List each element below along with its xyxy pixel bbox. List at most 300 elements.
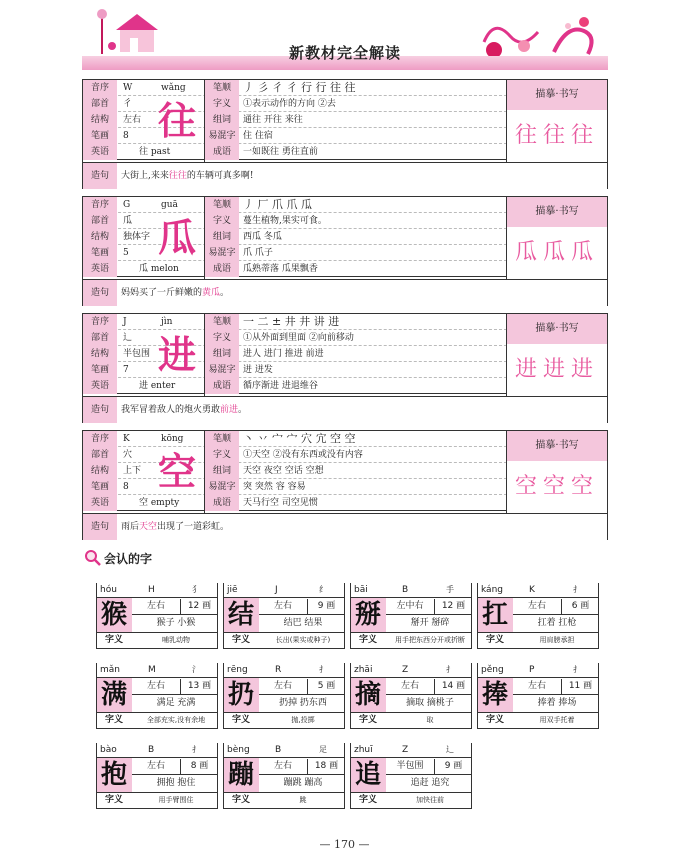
meaning: 跳 bbox=[299, 796, 307, 804]
confusable-value: 迸 迸发 bbox=[243, 365, 273, 375]
rule bbox=[598, 663, 599, 729]
meaning-label: 字义 bbox=[485, 635, 504, 645]
structure: 左右 bbox=[273, 601, 292, 611]
sentence-highlight: 往往 bbox=[168, 171, 187, 181]
practice-characters: 进进进 bbox=[514, 357, 599, 382]
pinyin: pěng bbox=[481, 665, 504, 675]
rule bbox=[598, 583, 599, 649]
section-title: 会认的字 bbox=[104, 552, 153, 566]
main-character: 进 bbox=[157, 333, 196, 377]
field-label: 英语 bbox=[83, 261, 117, 277]
stroke-count: 9 画 bbox=[434, 759, 472, 774]
sentence-part: 出现了一道彩虹。 bbox=[157, 522, 230, 532]
pinyin: zhāi bbox=[354, 665, 373, 675]
order-letter: R bbox=[275, 665, 282, 675]
card-row bbox=[83, 314, 507, 330]
order-letter: B bbox=[402, 585, 409, 595]
field-label: 结构 bbox=[83, 346, 117, 362]
radical: 扌 bbox=[573, 665, 581, 674]
example-words: 追赶 追究 bbox=[410, 778, 450, 788]
card-row bbox=[83, 213, 507, 229]
field-label: 音序 bbox=[83, 431, 117, 447]
field-label: 结构 bbox=[83, 112, 117, 128]
stroke-count: 12 画 bbox=[180, 599, 218, 614]
meaning-label: 字义 bbox=[485, 715, 504, 725]
pinyin: zhuī bbox=[354, 745, 373, 755]
rule bbox=[259, 694, 345, 695]
meaning: 用肩膀承担 bbox=[539, 636, 575, 644]
card-row bbox=[83, 378, 507, 394]
divider bbox=[204, 80, 205, 162]
sentence-text bbox=[121, 280, 229, 306]
card-row bbox=[83, 229, 507, 245]
structure: 半包围 bbox=[396, 761, 424, 771]
word-card bbox=[82, 430, 608, 540]
card-row bbox=[83, 144, 507, 160]
rule bbox=[471, 663, 472, 729]
meaning: 用手臂围住 bbox=[158, 796, 194, 804]
example-words: 扛着 扛枪 bbox=[537, 618, 577, 628]
rule bbox=[471, 583, 472, 649]
radical: 手 bbox=[446, 585, 454, 594]
english-value: 瓜 melon bbox=[139, 264, 179, 274]
meaning-label: 字义 bbox=[231, 795, 250, 805]
recognize-char-table bbox=[223, 663, 345, 729]
field-label: 笔画 bbox=[83, 128, 117, 144]
stroke-count: 13 画 bbox=[180, 679, 218, 694]
meaning-label: 字义 bbox=[358, 795, 377, 805]
meaning-value: 蔓生植物,果实可食。 bbox=[243, 216, 327, 226]
meaning-value: ①从外面到里面 ②向前移动 bbox=[243, 333, 354, 343]
meaning-label: 字义 bbox=[104, 715, 123, 725]
rule bbox=[223, 663, 224, 729]
field-label: 成语 bbox=[205, 261, 239, 277]
structure: 左右 bbox=[273, 681, 292, 691]
sentence-highlight: 天空 bbox=[139, 522, 158, 532]
confusable-value: 突 突然 容 容易 bbox=[243, 482, 306, 492]
rule bbox=[223, 583, 224, 649]
rule bbox=[513, 614, 599, 615]
example-words: 结巴 结果 bbox=[283, 618, 323, 628]
idiom-value: 一如既往 勇往直前 bbox=[243, 147, 318, 157]
order-letter: B bbox=[275, 745, 282, 755]
divider bbox=[204, 197, 205, 279]
order-letter: P bbox=[529, 665, 535, 675]
order-letter: M bbox=[148, 665, 156, 675]
english-value: 空 empty bbox=[139, 498, 180, 508]
field-label: 字义 bbox=[205, 96, 239, 112]
stroke-order-value: 一 二 ± 井 井 讲 进 bbox=[243, 315, 340, 328]
rule bbox=[96, 808, 218, 809]
meaning-label: 字义 bbox=[358, 635, 377, 645]
group-value: 通往 开往 来往 bbox=[243, 115, 303, 125]
rule bbox=[96, 743, 97, 809]
example-words: 扔掉 扔东西 bbox=[279, 698, 327, 708]
structure: 左右 bbox=[146, 601, 165, 611]
pinyin-value: kōng bbox=[161, 434, 184, 444]
sentence-label: 造句 bbox=[83, 514, 117, 540]
stroke-order-value: 丶 丷 宀 宀 穴 宂 空 空 bbox=[243, 432, 356, 445]
field-label: 笔画 bbox=[83, 362, 117, 378]
sentence-row bbox=[83, 513, 607, 540]
rule bbox=[223, 648, 345, 649]
sentence-text bbox=[121, 514, 229, 540]
field-value: 半包围 bbox=[123, 349, 151, 359]
rule bbox=[477, 663, 478, 729]
field-label: 笔顺 bbox=[205, 431, 239, 447]
rule bbox=[223, 743, 224, 809]
word-card bbox=[82, 79, 608, 189]
sentence-part: 。 bbox=[220, 288, 230, 298]
field-label: 组词 bbox=[205, 463, 239, 479]
rule bbox=[471, 743, 472, 809]
recognize-char-table bbox=[223, 743, 345, 809]
meaning-value: ①表示动作的方向 ②去 bbox=[243, 99, 336, 109]
field-label: 笔画 bbox=[83, 245, 117, 261]
character: 扛 bbox=[477, 598, 513, 632]
field-label: 笔顺 bbox=[205, 80, 239, 96]
practice-header: 描摹·书写 bbox=[507, 431, 607, 461]
radical: 辶 bbox=[446, 745, 454, 754]
rule bbox=[96, 663, 97, 729]
character: 掰 bbox=[350, 598, 386, 632]
sentence-part: 大街上,来来 bbox=[121, 171, 169, 181]
field-value: J bbox=[123, 317, 127, 327]
recognize-char-table bbox=[350, 663, 472, 729]
rule bbox=[217, 583, 218, 649]
radical: 氵 bbox=[192, 665, 200, 674]
rule bbox=[223, 808, 345, 809]
meaning-label: 字义 bbox=[231, 715, 250, 725]
rule bbox=[386, 694, 472, 695]
field-value: G bbox=[123, 200, 131, 210]
field-label: 字义 bbox=[205, 330, 239, 346]
pinyin: bāi bbox=[354, 585, 368, 595]
meaning: 用双手托着 bbox=[539, 716, 575, 724]
radical: 扌 bbox=[192, 745, 200, 754]
field-label: 英语 bbox=[83, 144, 117, 160]
meaning: 全部充实,没有余地 bbox=[146, 716, 206, 724]
stroke-count: 12 画 bbox=[434, 599, 472, 614]
rule bbox=[223, 728, 345, 729]
meaning: 哺乳动物 bbox=[162, 636, 190, 644]
field-label: 组词 bbox=[205, 229, 239, 245]
field-value: W bbox=[123, 83, 133, 93]
main-character: 往 bbox=[157, 99, 196, 143]
structure: 左右 bbox=[527, 601, 546, 611]
card-row bbox=[83, 245, 507, 261]
sentence-highlight: 前进 bbox=[220, 405, 239, 415]
recognize-char-table bbox=[96, 663, 218, 729]
sentence-part: 。 bbox=[238, 405, 248, 415]
sentence-part: 的车辆可真多啊! bbox=[186, 171, 254, 181]
field-value: 上下 bbox=[123, 466, 142, 476]
rule bbox=[344, 663, 345, 729]
stroke-order-value: 丿 彡 彳 彳 行 行 往 往 bbox=[243, 81, 356, 94]
character: 追 bbox=[350, 758, 386, 792]
group-value: 西瓜 冬瓜 bbox=[243, 232, 282, 242]
page-title: 新教材完全解读 bbox=[288, 44, 401, 62]
example-words: 拥抱 抱住 bbox=[156, 778, 196, 788]
card-row bbox=[83, 346, 507, 362]
field-label: 成语 bbox=[205, 378, 239, 394]
order-letter: Z bbox=[402, 745, 409, 755]
rule bbox=[217, 743, 218, 809]
field-label: 结构 bbox=[83, 463, 117, 479]
recognize-char-table bbox=[350, 583, 472, 649]
field-value: 独体字 bbox=[123, 232, 151, 242]
practice-characters: 瓜瓜瓜 bbox=[514, 240, 599, 265]
order-letter: Z bbox=[402, 665, 409, 675]
field-label: 组词 bbox=[205, 112, 239, 128]
rule bbox=[344, 583, 345, 649]
rule bbox=[350, 663, 351, 729]
card-row bbox=[83, 362, 507, 378]
example-words: 捧着 捧场 bbox=[537, 698, 577, 708]
field-value: 7 bbox=[123, 365, 129, 375]
recognize-char-table bbox=[477, 663, 599, 729]
field-label: 字义 bbox=[205, 213, 239, 229]
group-value: 天空 夜空 空话 空想 bbox=[243, 466, 324, 476]
order-letter: H bbox=[148, 585, 155, 595]
sentence-highlight: 黄瓜 bbox=[202, 288, 221, 298]
field-label: 易混字 bbox=[205, 128, 239, 144]
stroke-count: 11 画 bbox=[561, 679, 599, 694]
rule bbox=[350, 808, 472, 809]
rule bbox=[344, 743, 345, 809]
order-letter: K bbox=[529, 585, 535, 595]
stroke-count: 8 画 bbox=[180, 759, 218, 774]
radical: 扌 bbox=[446, 665, 454, 674]
meaning-label: 字义 bbox=[104, 795, 123, 805]
practice-characters: 往往往 bbox=[514, 123, 599, 148]
field-label: 易混字 bbox=[205, 479, 239, 495]
pinyin-value: jìn bbox=[161, 317, 173, 327]
card-row bbox=[83, 80, 507, 96]
rule bbox=[132, 614, 218, 615]
structure: 左右 bbox=[146, 681, 165, 691]
structure: 左右 bbox=[527, 681, 546, 691]
field-value: 8 bbox=[123, 482, 129, 492]
practice-header: 描摹·书写 bbox=[507, 314, 607, 344]
rule bbox=[350, 583, 351, 649]
magnifier-icon bbox=[84, 549, 102, 567]
rule bbox=[477, 583, 478, 649]
card-row bbox=[83, 463, 507, 479]
character: 摘 bbox=[350, 678, 386, 712]
confusable-value: 住 住宿 bbox=[243, 131, 273, 141]
character: 猴 bbox=[96, 598, 132, 632]
stroke-count: 9 画 bbox=[307, 599, 345, 614]
page-number: — 170 — bbox=[319, 838, 370, 851]
field-label: 笔画 bbox=[83, 479, 117, 495]
meaning-label: 字义 bbox=[104, 635, 123, 645]
field-label: 部首 bbox=[83, 330, 117, 346]
field-value: 左右 bbox=[123, 115, 142, 125]
rule bbox=[96, 728, 218, 729]
rule bbox=[96, 648, 218, 649]
radical: 足 bbox=[319, 745, 327, 754]
example-words: 掰开 掰碎 bbox=[410, 618, 450, 628]
rule bbox=[386, 774, 472, 775]
meaning-value: ①天空 ②没有东西或没有内容 bbox=[243, 450, 363, 460]
character: 扔 bbox=[223, 678, 259, 712]
rule bbox=[477, 648, 599, 649]
pinyin: bèng bbox=[227, 745, 250, 755]
confusable-value: 爪 爪子 bbox=[243, 248, 273, 258]
pinyin: jiē bbox=[227, 585, 238, 595]
stroke-count: 6 画 bbox=[561, 599, 599, 614]
card-row bbox=[83, 112, 507, 128]
sentence-part: 雨后 bbox=[121, 522, 140, 532]
idiom-value: 循序渐进 进退维谷 bbox=[243, 381, 318, 391]
field-label: 字义 bbox=[205, 447, 239, 463]
field-label: 部首 bbox=[83, 96, 117, 112]
field-label: 英语 bbox=[83, 378, 117, 394]
meaning: 抛,投掷 bbox=[291, 716, 315, 724]
meaning: 长出(果实或种子) bbox=[275, 636, 331, 644]
idiom-value: 瓜熟蒂落 瓜果飘香 bbox=[243, 264, 318, 274]
main-character: 空 bbox=[157, 450, 196, 494]
sentence-label: 造句 bbox=[83, 280, 117, 306]
divider bbox=[204, 431, 205, 513]
meaning: 取 bbox=[426, 716, 434, 724]
field-label: 成语 bbox=[205, 495, 239, 511]
pinyin: bào bbox=[100, 745, 117, 755]
pinyin: káng bbox=[481, 585, 503, 595]
radical: 扌 bbox=[573, 585, 581, 594]
stroke-count: 18 画 bbox=[307, 759, 345, 774]
example-words: 蹦跳 蹦高 bbox=[283, 778, 323, 788]
page-header bbox=[82, 6, 608, 68]
sentence-part: 我军冒着敌人的炮火勇敢 bbox=[121, 405, 221, 415]
stroke-count: 14 画 bbox=[434, 679, 472, 694]
practice-header: 描摹·书写 bbox=[507, 197, 607, 227]
character: 满 bbox=[96, 678, 132, 712]
recognize-char-table bbox=[350, 743, 472, 809]
word-card bbox=[82, 196, 608, 306]
structure: 左右 bbox=[400, 681, 419, 691]
rule bbox=[217, 663, 218, 729]
stroke-order-value: 丿 厂 爪 爪 瓜 bbox=[243, 198, 312, 211]
character: 蹦 bbox=[223, 758, 259, 792]
field-label: 结构 bbox=[83, 229, 117, 245]
card-row bbox=[83, 128, 507, 144]
rule bbox=[132, 774, 218, 775]
structure: 左右 bbox=[146, 761, 165, 771]
english-value: 进 enter bbox=[139, 381, 176, 391]
rule bbox=[513, 694, 599, 695]
field-label: 易混字 bbox=[205, 245, 239, 261]
card-row bbox=[83, 96, 507, 112]
field-label: 英语 bbox=[83, 495, 117, 511]
pinyin-value: wǎng bbox=[161, 83, 186, 93]
sentence-text bbox=[121, 163, 254, 189]
group-value: 进人 进门 推进 前进 bbox=[243, 349, 324, 359]
meaning: 用手把东西分开或折断 bbox=[395, 636, 465, 644]
card-row bbox=[83, 479, 507, 495]
field-label: 成语 bbox=[205, 144, 239, 160]
divider bbox=[204, 314, 205, 396]
english-value: 往 past bbox=[139, 147, 171, 157]
field-label: 易混字 bbox=[205, 362, 239, 378]
radical: 扌 bbox=[319, 665, 327, 674]
rule bbox=[350, 728, 472, 729]
recognize-char-table bbox=[223, 583, 345, 649]
recognize-char-table bbox=[477, 583, 599, 649]
card-row bbox=[83, 197, 507, 213]
field-value: 瓜 bbox=[123, 216, 133, 226]
card-row bbox=[83, 495, 507, 511]
radical: 犭 bbox=[192, 585, 200, 594]
meaning-label: 字义 bbox=[231, 635, 250, 645]
rule bbox=[477, 728, 599, 729]
card-row bbox=[83, 261, 507, 277]
rule bbox=[386, 614, 472, 615]
rule bbox=[132, 694, 218, 695]
idiom-value: 天马行空 司空见惯 bbox=[243, 498, 318, 508]
radical: 纟 bbox=[319, 585, 327, 594]
stroke-count: 5 画 bbox=[307, 679, 345, 694]
field-label: 部首 bbox=[83, 213, 117, 229]
field-value: 8 bbox=[123, 131, 129, 141]
practice-header: 描摹·书写 bbox=[507, 80, 607, 110]
rule bbox=[259, 614, 345, 615]
field-value: 彳 bbox=[123, 99, 133, 109]
field-label: 音序 bbox=[83, 80, 117, 96]
sentence-label: 造句 bbox=[83, 397, 117, 423]
field-label: 笔顺 bbox=[205, 314, 239, 330]
pinyin: rēng bbox=[227, 665, 248, 675]
pinyin: hóu bbox=[100, 585, 117, 595]
practice-characters: 空空空 bbox=[514, 474, 599, 499]
example-words: 摘取 摘桃子 bbox=[406, 698, 454, 708]
field-label: 笔顺 bbox=[205, 197, 239, 213]
sentence-label: 造句 bbox=[83, 163, 117, 189]
word-card bbox=[82, 313, 608, 423]
rule bbox=[96, 583, 97, 649]
sentence-row bbox=[83, 162, 607, 189]
sentence-text bbox=[121, 397, 247, 423]
field-label: 部首 bbox=[83, 447, 117, 463]
field-label: 音序 bbox=[83, 197, 117, 213]
main-character: 瓜 bbox=[157, 216, 196, 260]
recognize-char-table bbox=[96, 743, 218, 809]
rule bbox=[259, 774, 345, 775]
rule bbox=[350, 648, 472, 649]
card-row bbox=[83, 447, 507, 463]
rule bbox=[350, 743, 351, 809]
pinyin: mǎn bbox=[100, 665, 120, 675]
field-value: 5 bbox=[123, 248, 129, 258]
character: 抱 bbox=[96, 758, 132, 792]
field-value: K bbox=[123, 434, 130, 444]
sentence-part: 妈妈买了一斤鲜嫩的 bbox=[121, 288, 203, 298]
meaning: 加快往前 bbox=[416, 796, 444, 804]
order-letter: J bbox=[275, 585, 278, 595]
structure: 左中右 bbox=[396, 601, 424, 611]
sentence-row bbox=[83, 279, 607, 306]
sentence-row bbox=[83, 396, 607, 423]
field-label: 组词 bbox=[205, 346, 239, 362]
meaning-label: 字义 bbox=[358, 715, 377, 725]
pinyin-value: guā bbox=[161, 200, 178, 210]
card-row bbox=[83, 330, 507, 346]
card-row bbox=[83, 431, 507, 447]
recognize-char-table bbox=[96, 583, 218, 649]
field-value: 穴 bbox=[123, 450, 133, 460]
example-words: 满足 充满 bbox=[156, 698, 196, 708]
